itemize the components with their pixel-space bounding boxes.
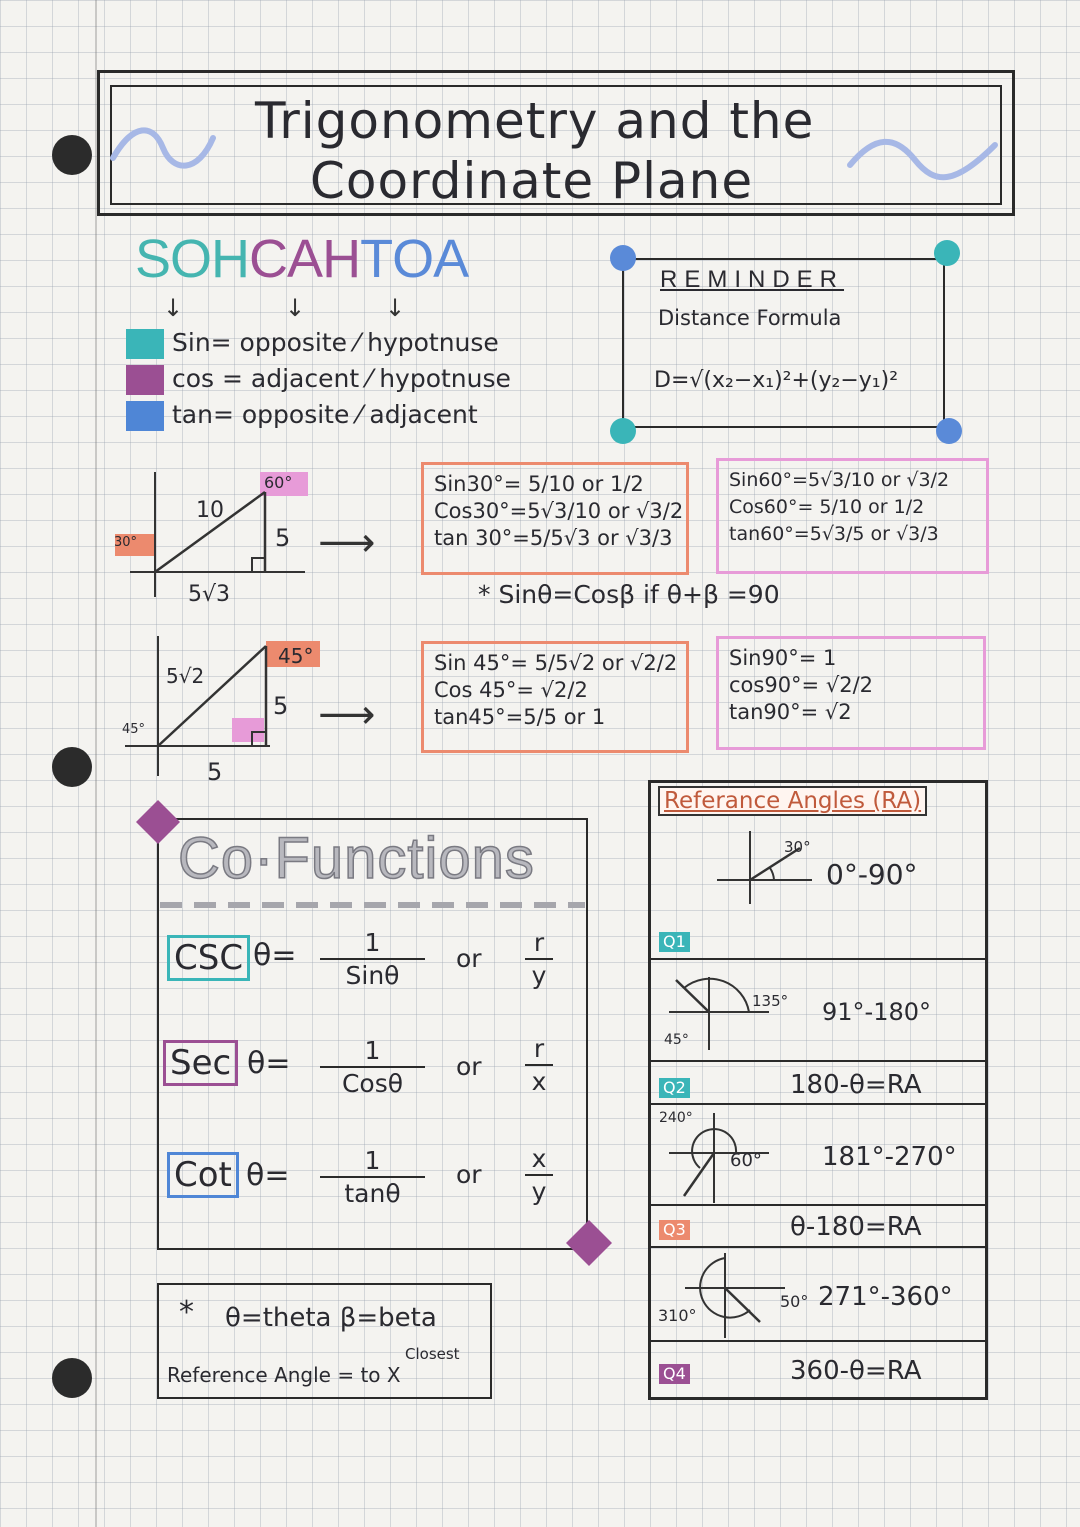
tri30-angle-top: 60° bbox=[264, 473, 293, 492]
q3-angle: 240° bbox=[659, 1110, 693, 1126]
sohcahtoa-letter: O bbox=[170, 229, 212, 289]
sin45-line: Sin 45°= 5/5√2 or √2/2 bbox=[434, 651, 678, 675]
tri45-angle-bottom: 45° bbox=[122, 722, 146, 737]
ra-divider bbox=[651, 1340, 985, 1342]
corner-diamond-icon bbox=[134, 798, 182, 846]
ra-divider bbox=[651, 958, 985, 960]
tri45-hyp-label: 5√2 bbox=[166, 664, 205, 688]
ra-divider bbox=[651, 1060, 985, 1062]
reminder-title: REMINDER bbox=[660, 266, 845, 293]
corner-diamond-icon bbox=[564, 1218, 614, 1268]
sohcahtoa-letter: H bbox=[211, 229, 250, 289]
cot-fraction: 1 tanθ bbox=[320, 1146, 425, 1210]
cot-ratio: x y bbox=[525, 1144, 553, 1208]
sec-or: or bbox=[456, 1052, 482, 1081]
ra-divider bbox=[651, 1246, 985, 1248]
sohcahtoa-letter: O bbox=[392, 229, 434, 289]
binder-hole-top bbox=[52, 135, 92, 175]
q2-range: 91°-180° bbox=[822, 998, 932, 1026]
wave-left-icon bbox=[108, 118, 218, 178]
csc-label: CSC bbox=[167, 935, 250, 981]
sec-eq: θ= bbox=[247, 1046, 291, 1081]
star-icon: * bbox=[179, 1295, 194, 1330]
arrow-down-icon: ↓ bbox=[163, 294, 184, 322]
q4-angle-diagram bbox=[680, 1250, 790, 1340]
cofunction-identity: * Sinθ=Cosβ if θ+β =90 bbox=[478, 580, 780, 609]
corner-dot-icon bbox=[610, 245, 636, 271]
reminder-box bbox=[622, 258, 945, 428]
corner-dot-icon bbox=[610, 418, 636, 444]
csc-or: or bbox=[456, 944, 482, 973]
cot-label: Cot bbox=[167, 1152, 239, 1198]
sin30-line: Sin30°= 5/10 or 1/2 bbox=[434, 472, 644, 496]
q3-ref-angle: 60° bbox=[730, 1150, 762, 1171]
wave-right-icon bbox=[845, 130, 1005, 190]
cos90-line: cos90°= √2/2 bbox=[729, 673, 874, 697]
q1-tag: Q1 bbox=[659, 932, 690, 952]
sohcahtoa-letter: T bbox=[360, 229, 393, 289]
corner-dot-icon bbox=[936, 418, 962, 444]
notes-box bbox=[157, 1283, 492, 1399]
sin60-line: Sin60°=5√3/10 or √3/2 bbox=[729, 469, 950, 491]
tri45-angle-top: 45° bbox=[278, 644, 314, 668]
csc-fraction: 1 Sinθ bbox=[320, 928, 425, 992]
trig-definitions bbox=[126, 325, 511, 433]
sec-fraction: 1 Cosθ bbox=[320, 1036, 425, 1100]
tan90-line: tan90°= √2 bbox=[729, 700, 852, 724]
cot-or: or bbox=[456, 1160, 482, 1189]
sohcahtoa-letter: C bbox=[249, 229, 288, 289]
tri30-adj-label: 5√3 bbox=[188, 582, 231, 607]
tri30-hyp-label: 10 bbox=[196, 498, 224, 523]
q2-rule: 180-θ=RA bbox=[790, 1070, 922, 1100]
q1-range: 0°-90° bbox=[826, 858, 918, 891]
q4-rule: 360-θ=RA bbox=[790, 1356, 922, 1386]
tri45-adj-label: 5 bbox=[207, 758, 223, 786]
title-line-2: Coordinate Plane bbox=[310, 152, 754, 210]
q2-angle: 135° bbox=[752, 992, 789, 1010]
q3-range: 181°-270° bbox=[822, 1142, 957, 1172]
csc-eq: θ= bbox=[253, 938, 297, 973]
sohcahtoa-letter: A bbox=[433, 229, 469, 289]
reminder-subtitle: Distance Formula bbox=[658, 306, 842, 330]
cofunctions-title: Co·Functions bbox=[178, 826, 535, 891]
cos-definition: cos = adjacent ⁄ hypotnuse bbox=[126, 361, 511, 397]
q1-angle: 30° bbox=[784, 838, 811, 856]
arrow-down-icon: ↓ bbox=[285, 294, 306, 322]
sec-ratio: r x bbox=[525, 1034, 553, 1098]
margin-line bbox=[95, 0, 97, 1527]
tri45-opp-label: 5 bbox=[273, 692, 289, 720]
tan30-line: tan 30°=5/5√3 or √3/3 bbox=[434, 526, 673, 550]
q3-rule: θ-180=RA bbox=[790, 1212, 922, 1242]
sohcahtoa-letter: H bbox=[322, 229, 361, 289]
tri30-angle-bottom: 30° bbox=[114, 535, 138, 550]
cot-eq: θ= bbox=[246, 1158, 290, 1193]
q4-angle: 310° bbox=[658, 1306, 697, 1325]
dashed-divider bbox=[160, 902, 585, 908]
theta-beta-note: θ=theta β=beta bbox=[225, 1303, 437, 1333]
sin90-line: Sin90°= 1 bbox=[729, 646, 837, 670]
sohcahtoa-letter: A bbox=[287, 229, 323, 289]
q4-range: 271°-360° bbox=[818, 1282, 953, 1312]
tan45-line: tan45°=5/5 or 1 bbox=[434, 705, 606, 729]
tri30-opp-label: 5 bbox=[275, 524, 291, 552]
tan-definition: tan= opposite ⁄ adjacent bbox=[126, 397, 511, 433]
arrow-right-icon: ⟶ bbox=[318, 692, 376, 738]
sin90-box bbox=[716, 636, 986, 750]
closest-note: Closest bbox=[405, 1345, 460, 1363]
reference-angles-title: Referance Angles (RA) bbox=[658, 786, 927, 816]
ra-divider bbox=[651, 1103, 985, 1105]
cos30-line: Cos30°=5√3/10 or √3/2 bbox=[434, 499, 684, 523]
binder-hole-bottom bbox=[52, 1358, 92, 1398]
tan60-line: tan60°=5√3/5 or √3/3 bbox=[729, 523, 939, 545]
sin-definition: Sin= opposite ⁄ hypotnuse bbox=[126, 325, 511, 361]
cos60-line: Cos60°= 5/10 or 1/2 bbox=[729, 496, 925, 518]
q4-ref-angle: 50° bbox=[780, 1292, 809, 1311]
q4-tag: Q4 bbox=[659, 1364, 690, 1384]
sec-label: Sec bbox=[163, 1040, 238, 1086]
sohcahtoa-heading bbox=[135, 228, 468, 290]
q3-tag: Q3 bbox=[659, 1220, 690, 1240]
reference-angle-note: Reference Angle = to X bbox=[167, 1363, 401, 1387]
cos45-line: Cos 45°= √2/2 bbox=[434, 678, 588, 702]
q2-tag: Q2 bbox=[659, 1078, 690, 1098]
csc-ratio: r y bbox=[525, 928, 553, 992]
arrow-down-icon: ↓ bbox=[385, 294, 406, 322]
binder-hole-middle bbox=[52, 747, 92, 787]
distance-formula: D=√(x₂−x₁)²+(y₂−y₁)² bbox=[654, 368, 899, 393]
sin60-box bbox=[716, 458, 989, 574]
arrow-right-icon: ⟶ bbox=[318, 520, 376, 566]
sin30-box bbox=[421, 462, 689, 575]
ra-divider bbox=[651, 1204, 985, 1206]
sin45-box bbox=[421, 641, 689, 753]
title-line-1: Trigonometry and the bbox=[255, 92, 815, 150]
q2-ref-angle: 45° bbox=[664, 1032, 689, 1048]
corner-dot-icon bbox=[934, 240, 960, 266]
sohcahtoa-letter: S bbox=[135, 229, 171, 289]
